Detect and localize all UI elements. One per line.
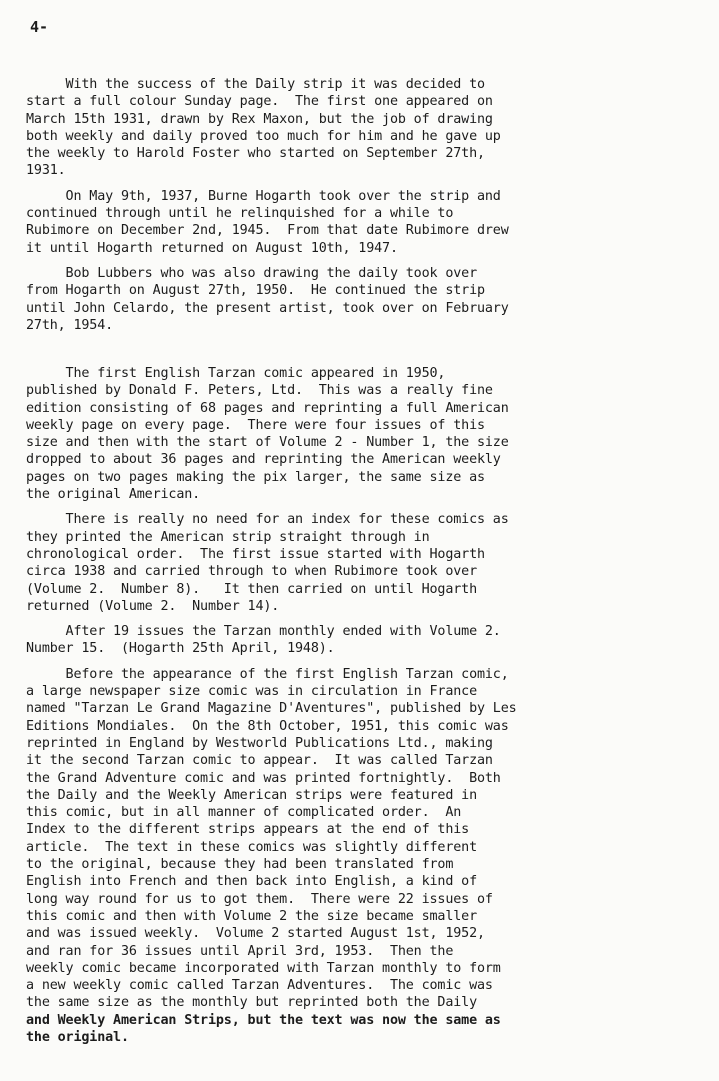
text-line: until John Celardo, the present artist, took over on February: [26, 300, 509, 316]
text-line: Rubimore on December 2nd, 1945. From that date Rubimore drew: [26, 223, 509, 239]
text-line: the same size as the monthly but reprinted both the Daily: [26, 995, 477, 1011]
text-line: dropped to about 36 pages and reprinting the American weekly: [26, 452, 501, 468]
text-line: Index to the different strips appears at the end of this: [26, 822, 470, 838]
text-line: from Hogarth on August 27th, 1950. He continued the strip: [26, 283, 485, 299]
paragraph-hogarth-takeover: [26, 188, 666, 257]
text-line: (Volume 2. Number 8). It then carried on until Hogarth: [26, 581, 477, 597]
text-line: weekly page on every page. There were four issues of this: [26, 417, 485, 433]
text-line: Bob Lubbers who was also drawing the daily took over: [26, 265, 477, 281]
text-line: After 19 issues the Tarzan monthly ended with Volume 2.: [26, 624, 501, 640]
text-line: they printed the American strip straight through in: [26, 529, 430, 545]
paragraph-lubbers-celardo: [26, 265, 666, 334]
text-line: weekly comic became incorporated with Tarzan monthly to form: [26, 960, 501, 976]
text-line: Editions Mondiales. On the 8th October, 1951, this comic was: [26, 718, 509, 734]
text-line: to the original, because they had been translated from: [26, 857, 454, 873]
text-line: pages on two pages making the pix larger, the same size as: [26, 469, 485, 485]
text-line: continued through until he relinquished for a while to: [26, 206, 454, 222]
text-line: a large newspaper size comic was in circulation in France: [26, 684, 477, 700]
page-number: 4-: [30, 18, 49, 36]
text-line: 1931.: [26, 163, 66, 179]
text-line: it until Hogarth returned on August 10th, 1947.: [26, 240, 398, 256]
english-comics-section: [26, 365, 666, 1046]
text-line: the original American.: [26, 487, 201, 503]
text-line: a new weekly comic called Tarzan Adventures. The comic was: [26, 978, 493, 994]
text-line: named "Tarzan Le Grand Magazine D'Aventures", published by Les: [26, 701, 517, 717]
text-line: this comic, but in all manner of complicated order. An: [26, 805, 462, 821]
paragraph-french-comic: [26, 666, 666, 1047]
text-line-bold: and Weekly American Strips, but the text was now the same as: [26, 1012, 501, 1028]
text-line: article. The text in these comics was slightly different: [26, 839, 477, 855]
text-line: There is really no need for an index for these comics as: [26, 512, 509, 528]
text-line: and was issued weekly. Volume 2 started August 1st, 1952,: [26, 926, 485, 942]
paragraph-first-english-comic: [26, 365, 666, 503]
text-line: 27th, 1954.: [26, 317, 114, 333]
paragraph-sunday-page-start: [26, 76, 666, 180]
text-line: and ran for 36 issues until April 3rd, 1953. Then the: [26, 943, 454, 959]
text-line: March 15th 1931, drawn by Rex Maxon, but the job of drawing: [26, 111, 493, 127]
text-line: English into French and then back into English, a kind of: [26, 874, 477, 890]
text-line: The first English Tarzan comic appeared in 1950,: [26, 366, 446, 381]
text-line: Number 15. (Hogarth 25th April, 1948).: [26, 641, 335, 657]
paragraph-monthly-ended: [26, 623, 666, 658]
text-line: long way round for us to got them. There were 22 issues of: [26, 891, 493, 907]
text-line: this comic and then with Volume 2 the size became smaller: [26, 908, 477, 924]
text-line-bold: the original.: [26, 1029, 129, 1045]
text-line: With the success of the Daily strip it was decided to: [26, 77, 485, 92]
text-line: the Grand Adventure comic and was printed fortnightly. Both: [26, 770, 501, 786]
text-line: size and then with the start of Volume 2 - Number 1, the size: [26, 435, 509, 451]
text-line: published by Donald F. Peters, Ltd. This was a really fine: [26, 383, 493, 399]
text-line: both weekly and daily proved too much for him and he gave up: [26, 128, 501, 144]
text-line: it the second Tarzan comic to appear. It was called Tarzan: [26, 753, 493, 769]
text-line: returned (Volume 2. Number 14).: [26, 598, 280, 614]
text-line: Before the appearance of the first English Tarzan comic,: [26, 666, 509, 682]
text-line: the Daily and the Weekly American strips were featured in: [26, 787, 477, 803]
text-line: start a full colour Sunday page. The first one appeared on: [26, 94, 493, 110]
text-line: edition consisting of 68 pages and reprinting a full American: [26, 400, 509, 416]
text-line: the weekly to Harold Foster who started on September 27th,: [26, 146, 485, 162]
sunday-page-section: [26, 76, 666, 334]
text-line: reprinted in England by Westworld Publications Ltd., making: [26, 735, 493, 751]
text-line: On May 9th, 1937, Burne Hogarth took over the strip and: [26, 188, 501, 204]
text-line: chronological order. The first issue started with Hogarth: [26, 546, 485, 562]
paragraph-no-index-needed: [26, 511, 666, 615]
text-line: circa 1938 and carried through to when Rubimore took over: [26, 564, 477, 580]
